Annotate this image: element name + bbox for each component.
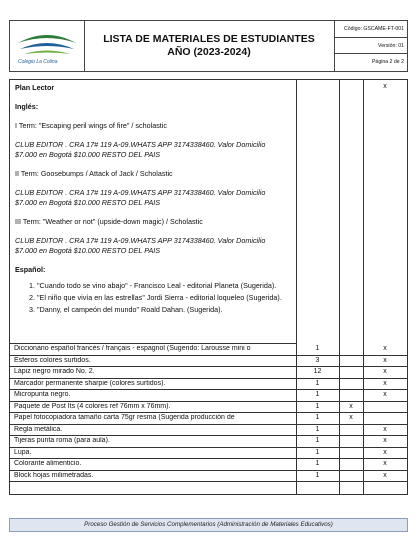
term2-price: $7.000 en Bogotá $10.000 RESTO DEL PAIS: [15, 198, 161, 207]
table-row: [10, 425, 407, 437]
plan-lector-cell: [10, 80, 296, 344]
document-header: [9, 20, 408, 72]
item-quantity: 3: [315, 356, 320, 364]
table-row: [10, 459, 407, 471]
item-mark-b: x: [383, 345, 387, 352]
item-mark-b: x: [383, 379, 387, 387]
item-mark-b: x: [383, 391, 387, 398]
plan-lector-mark: x: [383, 83, 387, 90]
table-row: [10, 344, 407, 356]
item-mark-b: x: [383, 425, 387, 433]
item-mark-a: x: [349, 414, 353, 421]
item-mark-b: x: [383, 471, 387, 479]
item-quantity: 1: [315, 471, 320, 479]
item-description: Micropunta negro.: [14, 391, 71, 398]
item-mark-b: x: [383, 356, 387, 364]
item-mark-b: x: [383, 437, 387, 444]
item-quantity: 1: [315, 345, 320, 352]
table-row: [10, 379, 407, 391]
item-description: Diccionario español francés / français - espagnol (Sugerido: Larousse mini o: [14, 345, 251, 352]
school-logo: [10, 21, 85, 71]
term1-price: $7.000 en Bogotá $10.000 RESTO DEL PAIS: [15, 150, 161, 159]
table-row: [10, 356, 407, 368]
table-row: [10, 436, 407, 448]
item-description: Papel fotocopiadora tamaño carta 75gr resma (Sugerida producción de: [14, 414, 235, 421]
term1-book: I Term: "Escaping peril wings of fire" / scholastic: [15, 121, 167, 130]
list-item: 3. "Danny, el campeón del mundo" Roald Dahan. (Sugerida).: [37, 305, 291, 315]
doc-code: Código: GSCAME-FT-001: [335, 21, 408, 38]
espanol-heading: Español:: [15, 265, 46, 274]
spanish-book-list: [15, 281, 291, 315]
term1-club: CLUB EDITOR . CRA 17# 119 A-09.WHATS APP 3174338460. Valor Domicilio: [15, 140, 266, 149]
item-description: Regla metálica.: [14, 425, 63, 433]
item-quantity: 12: [313, 368, 322, 375]
document-title: LISTA DE MATERIALES DE ESTUDIANTES AÑO (2023-2024): [103, 33, 315, 58]
list-item: 2. "El niño que vivía en las estrellas" Jordi Sierra - editorial loqueleo (Sugerida).: [37, 293, 291, 303]
process-footer: Proceso Gestión de Servicios Complementarios (Administración de Materiales Educativos): [9, 518, 408, 532]
item-mark-a: x: [349, 402, 353, 410]
item-quantity: 1: [315, 460, 320, 467]
item-description: Lápiz negro mirado No. 2.: [14, 368, 95, 375]
document-meta: [334, 21, 408, 71]
item-mark-b: x: [383, 448, 387, 456]
table-row: [10, 367, 407, 379]
table-row: [10, 471, 407, 483]
item-quantity: 1: [315, 379, 320, 387]
doc-version: Versión: 01: [335, 38, 408, 55]
list-item: 1. "Cuando todo se vino abajo" - Francisco Leal - editorial Planeta (Sugerida).: [37, 281, 291, 291]
item-description: Lupa.: [14, 448, 32, 456]
item-mark-b: x: [383, 460, 387, 467]
item-quantity: 1: [315, 425, 320, 433]
item-quantity: 1: [315, 414, 320, 421]
term2-book: II Term: Goosebumps / Attack of Jack / Scholastic: [15, 169, 173, 178]
term3-price: $7.000 en Bogotá $10.000 RESTO DEL PAIS: [15, 246, 161, 255]
ingles-heading: Inglés:: [15, 102, 39, 111]
term3-club: CLUB EDITOR . CRA 17# 119 A-09.WHATS APP 3174338460. Valor Domicilio: [15, 236, 266, 245]
doc-page: Página 2 de 2: [371, 59, 404, 66]
table-row: [10, 413, 407, 425]
materials-table: [9, 79, 408, 495]
item-description: Esferos colores surtidos.: [14, 356, 91, 364]
item-description: Marcador permanente sharpie (colores surtidos).: [14, 379, 166, 387]
item-quantity: 1: [315, 402, 320, 410]
item-quantity: 1: [315, 391, 320, 398]
item-quantity: 1: [315, 448, 320, 456]
term2-club: CLUB EDITOR . CRA 17# 119 A-09.WHATS APP 3174338460. Valor Domicilio: [15, 188, 266, 197]
item-description: Paquete de Post Its (4 colores ref 76mm x 76mm).: [14, 402, 171, 410]
item-description: Block hojas milimetradas.: [14, 471, 94, 479]
table-row: [10, 448, 407, 460]
item-description: Tijeras punta roma (para aula).: [14, 437, 110, 444]
item-mark-b: x: [383, 368, 387, 375]
item-quantity: 1: [315, 437, 320, 444]
term3-book: III Term: "Weather or not" (upside-down magic) / Scholastic: [15, 217, 203, 226]
logo-text: Colegio La Colina: [18, 59, 58, 65]
table-row: [10, 390, 407, 402]
plan-lector-heading: Plan Lector: [15, 83, 55, 92]
item-description: Colorante alimenticio.: [14, 460, 82, 467]
table-row: [10, 402, 407, 414]
